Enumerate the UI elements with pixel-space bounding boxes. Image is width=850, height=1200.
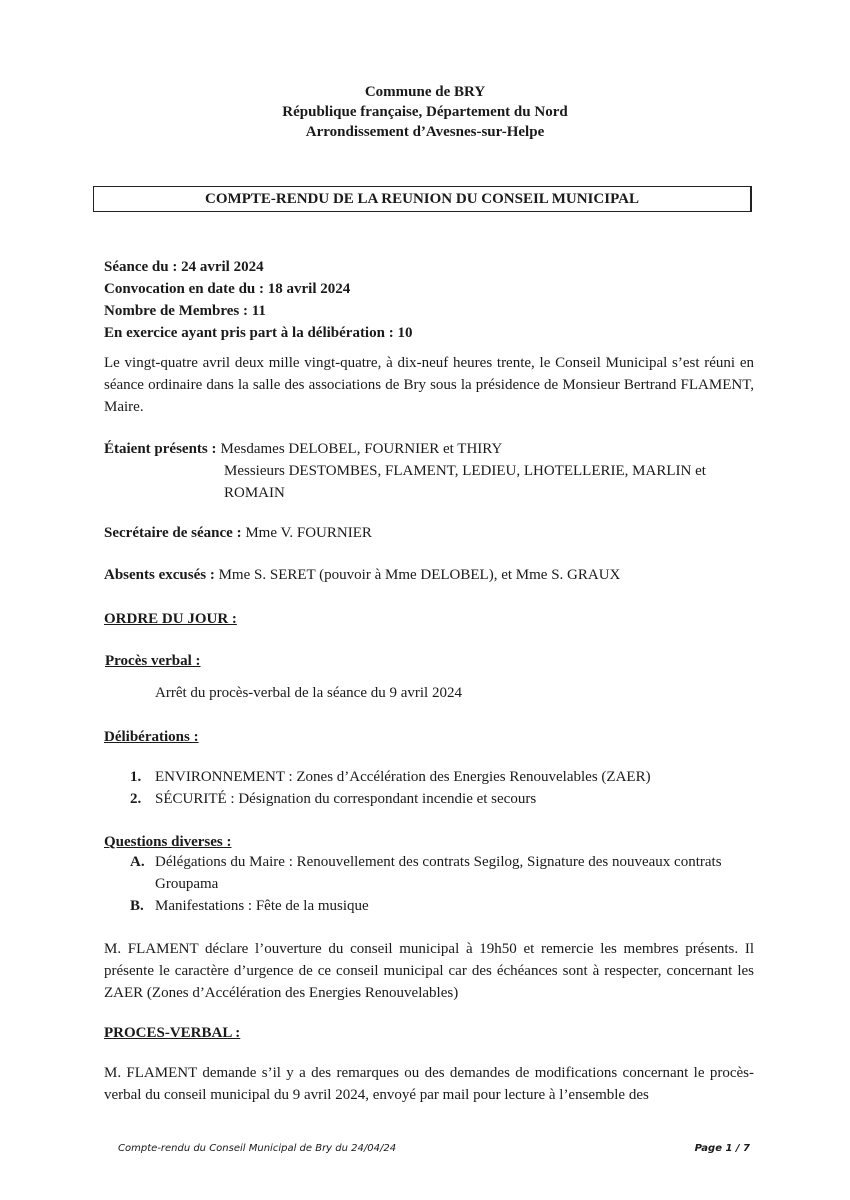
pv-section-paragraph: M. FLAMENT demande s’il y a des remarques ou des demandes de modifications concernant le procès-verbal du conseil municipal du 9 avril 2024, envoyé par mail pour lecture à l’ensemble des bbox=[104, 1065, 754, 1103]
presents-messieurs: Messieurs DESTOMBES, FLAMENT, LEDIEU, LHOTELLERIE, MARLIN et ROMAIN bbox=[224, 463, 706, 501]
intro-paragraph: Le vingt-quatre avril deux mille vingt-quatre, à dix-neuf heures trente, le Conseil Municipal s’est réuni en séance ordinaire dans la salle des associations de Bry sous la présidence de Monsieur Bertrand FLAMENT, Maire. bbox=[104, 355, 754, 415]
secretaire-label: Secrétaire de séance : bbox=[104, 525, 242, 541]
absents-value: Mme S. SERET (pouvoir à Mme DELOBEL), et Mme S. GRAUX bbox=[218, 567, 621, 583]
arrondissement-line: Arrondissement d’Avesnes-sur-Helpe bbox=[305, 124, 545, 140]
page-footer bbox=[118, 1142, 750, 1156]
document-header bbox=[0, 82, 850, 142]
exercice-count: En exercice ayant pris part à la délibération : 10 bbox=[104, 325, 413, 341]
pv-section-heading: PROCES-VERBAL : bbox=[104, 1025, 241, 1041]
list-item: 2. SÉCURITÉ : Désignation du correspondant incendie et secours bbox=[130, 791, 537, 807]
footer-title: Compte-rendu du Conseil Municipal de Bry du 24/04/24 bbox=[118, 1143, 397, 1154]
presents-label: Étaient présents : bbox=[104, 441, 217, 457]
ouverture-paragraph: M. FLAMENT déclare l’ouverture du conseil municipal à 19h50 et remercie les membres présents. Il présente le caractère d’urgence de ce conseil municipal car des échéances sont à respecter, concernant les ZAER (Zones d’Accélération des Energies Renouvelables) bbox=[104, 941, 754, 1001]
absents-line bbox=[104, 564, 754, 586]
ordre-du-jour-heading: ORDRE DU JOUR : bbox=[104, 611, 237, 627]
seance-date: Séance du : 24 avril 2024 bbox=[104, 259, 264, 275]
absents-label: Absents excusés : bbox=[104, 567, 215, 583]
seance-meta bbox=[104, 256, 754, 344]
deliberations-list bbox=[130, 766, 770, 810]
deliberations-heading: Délibérations : bbox=[104, 729, 199, 745]
page-number: Page 1 / 7 bbox=[694, 1143, 750, 1154]
proces-verbal-item: Arrêt du procès-verbal de la séance du 9 avril 2024 bbox=[155, 685, 462, 701]
membres-count: Nombre de Membres : 11 bbox=[104, 303, 266, 319]
questions-list bbox=[130, 851, 770, 917]
list-item: B. Manifestations : Fête de la musique bbox=[130, 898, 369, 914]
document-title: COMPTE-RENDU DE LA REUNION DU CONSEIL MUNICIPAL bbox=[93, 186, 752, 212]
republique-line: République française, Département du Nord bbox=[282, 104, 568, 120]
list-item: A. Délégations du Maire : Renouvellement des contrats Segilog, Signature des nouveaux contrats Groupama bbox=[130, 854, 722, 892]
commune-name: Commune de BRY bbox=[364, 84, 486, 100]
list-item: 1. ENVIRONNEMENT : Zones d’Accélération des Energies Renouvelables (ZAER) bbox=[130, 769, 651, 785]
presents-section bbox=[104, 438, 754, 504]
secretaire-value: Mme V. FOURNIER bbox=[245, 525, 372, 541]
questions-diverses-heading: Questions diverses : bbox=[104, 834, 232, 850]
proces-verbal-heading: Procès verbal : bbox=[105, 653, 201, 669]
presents-mesdames: Mesdames DELOBEL, FOURNIER et THIRY bbox=[220, 441, 503, 457]
secretaire-line bbox=[104, 522, 754, 544]
convocation-date: Convocation en date du : 18 avril 2024 bbox=[104, 281, 351, 297]
